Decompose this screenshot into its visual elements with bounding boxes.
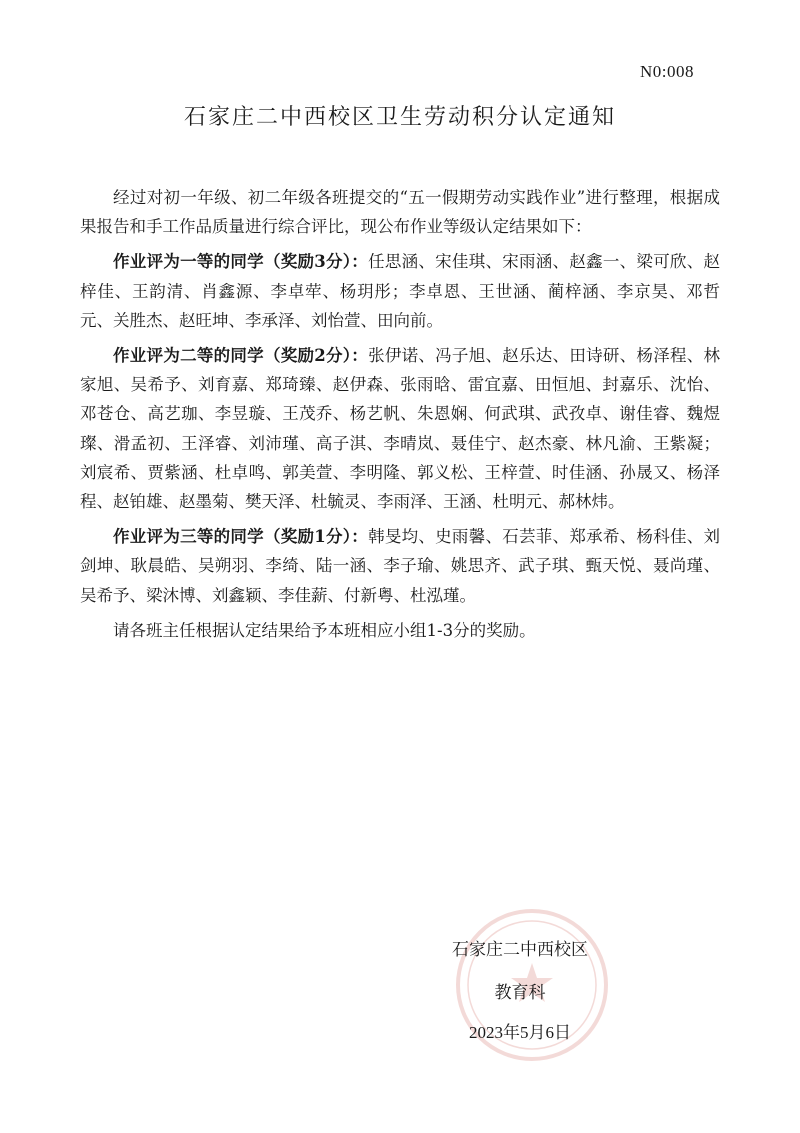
award-first-names: 任思涵、宋佳琪、宋雨涵、赵鑫一、梁可欣、赵梓佳、王韵清、肖鑫源、李卓荦、杨玥彤；李卓恩、王世涵、蔺梓涵、李京昊、邓哲元、关胜杰、赵旺坤、李承泽、刘怡萱、田向前。 bbox=[80, 252, 721, 330]
document-title: 石家庄二中西校区卫生劳动积分认定通知 bbox=[183, 105, 616, 130]
award-second-label: 作业评为二等的同学（奖励2分）： bbox=[113, 346, 369, 366]
award-third-names: 韩旻均、史雨馨、石芸菲、郑承希、杨科佳、刘剑坤、耿晨皓、吴朔羽、李绮、陆一涵、李子瑜、姚思齐、武子琪、甄天悦、聂尚瑾、吴希予、梁沐博、刘鑫颖、李佳薪、付新粤、杜泓瑾。 bbox=[80, 527, 721, 605]
signature-department: 教育科 bbox=[494, 983, 546, 1003]
award-third-label: 作业评为三等的同学（奖励1分）： bbox=[113, 527, 369, 547]
closing-paragraph: 请各班主任根据认定结果给予本班相应小组1-3分的奖励。 bbox=[113, 620, 536, 640]
award-first-label: 作业评为一等的同学（奖励3分）： bbox=[113, 252, 369, 272]
intro-paragraph: 经过对初一年级、初二年级各班提交的“五一假期劳动实践作业”进行整理，根据成果报告和手工作品质量进行综合评比，现公布作业等级认定结果如下： bbox=[80, 188, 720, 237]
signature-date: 2023年5月6日 bbox=[469, 1023, 571, 1042]
signature-organization: 石家庄二中西校区 bbox=[452, 940, 588, 960]
award-second-names: 张伊诺、冯子旭、赵乐达、田诗研、杨泽程、林家旭、吴希予、刘育嘉、郑琦臻、赵伊森、张雨晗、雷宜嘉、田恒旭、封嘉乐、沈怡、邓苍仓、高艺珈、李昱璇、王茂乔、杨艺帆、朱恩娴、何武琪、武孜卓、谢佳睿、魏煜璨、滑孟初、王泽睿、刘沛瑾、高子淇、李晴岚、聂佳宁、赵杰豪、林凡渝、王紫凝；刘宸希、贾紫涵、杜卓鸣、郭美萱、李明隆、郭义松、王梓萱、时佳涵、孙晟又、杨泽程、赵铂雄、赵墨菊、樊天泽、杜毓灵、李雨泽、王涵、杜明元、郝林炜。 bbox=[80, 346, 721, 512]
award-second-paragraph bbox=[80, 341, 720, 516]
award-first-paragraph bbox=[80, 247, 720, 335]
document-number: N0:008 bbox=[640, 62, 694, 81]
award-third-paragraph bbox=[80, 522, 720, 610]
document-body bbox=[80, 183, 720, 651]
